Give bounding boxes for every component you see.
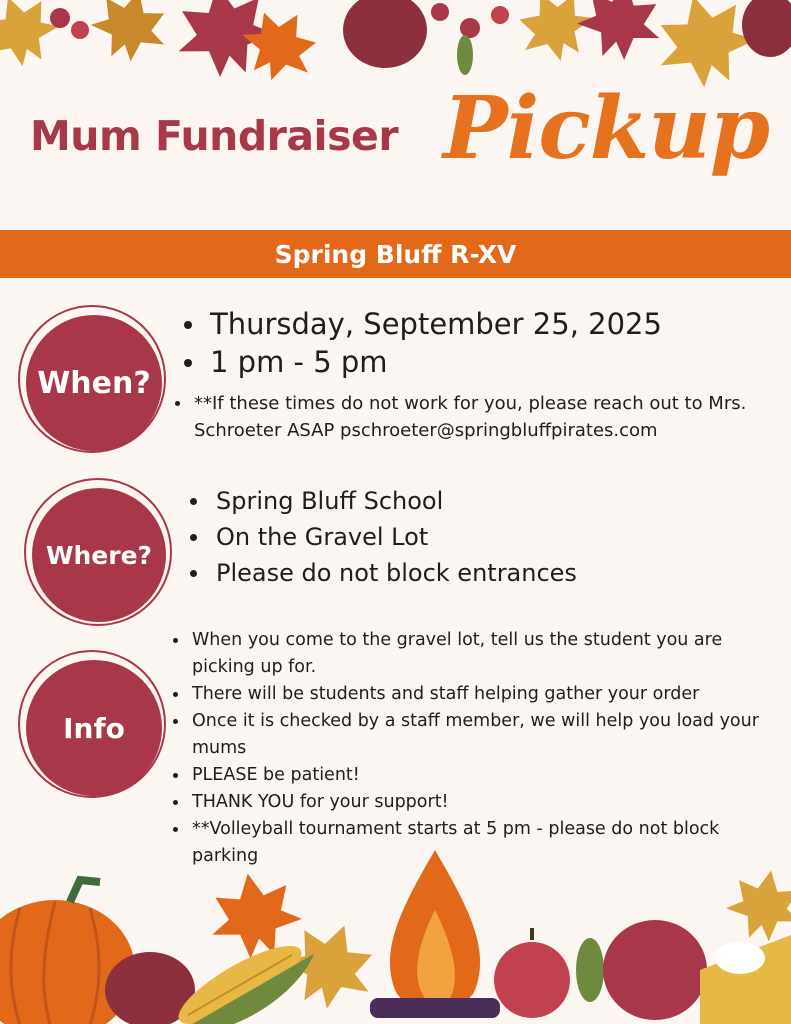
maple-leaf-icon (506, 0, 604, 73)
where-badge (24, 478, 172, 626)
apple-icon (494, 928, 570, 1018)
pie-icon (700, 935, 791, 1024)
maple-leaf-icon (572, 0, 668, 65)
when-item: Thursday, September 25, 2025 (180, 305, 780, 343)
when-badge-label: When? (37, 365, 151, 401)
berry-icon (460, 18, 480, 38)
info-item: When you come to the gravel lot, tell us the student you are picking up for. (170, 627, 784, 681)
where-list (186, 483, 776, 591)
green-leaf-icon (457, 35, 473, 75)
title-script: Pickup (443, 78, 769, 179)
where-badge-label: Where? (45, 540, 153, 570)
info-item: Once it is checked by a staff member, we will help you load your mums (170, 708, 784, 762)
berry-icon (491, 6, 509, 24)
berry-icon (50, 8, 70, 28)
pinecone-icon (742, 0, 791, 57)
when-badge (18, 305, 166, 453)
where-item: Please do not block entrances (186, 555, 776, 591)
info-badge-label: Info (63, 711, 125, 745)
when-list (180, 305, 780, 381)
info-item: **Volleyball tournament starts at 5 pm - please do not block parking (170, 816, 784, 870)
info-item: There will be students and staff helping gather your order (170, 681, 784, 708)
when-item: 1 pm - 5 pm (180, 343, 780, 381)
info-badge (18, 650, 166, 798)
info-item: THANK YOU for your support! (170, 789, 784, 816)
green-leaf-icon (576, 938, 604, 1002)
where-item: On the Gravel Lot (186, 519, 776, 555)
berry-icon (71, 21, 89, 39)
campfire-icon (370, 850, 500, 1018)
when-note-list (172, 390, 784, 444)
when-note: **If these times do not work for you, please reach out to Mrs. Schroeter ASAP pschroeter@springbluffpirates.com (172, 390, 784, 444)
maple-leaf-icon (721, 864, 791, 946)
autumn-harvest-bottom-decoration (0, 840, 791, 1024)
berry-icon (431, 3, 449, 21)
info-list (170, 627, 784, 870)
info-item: PLEASE be patient! (170, 762, 784, 789)
banner (0, 230, 791, 278)
banner-text: Spring Bluff R-XV (274, 239, 517, 269)
maple-leaf-icon (84, 0, 176, 69)
title-main: Mum Fundraiser (30, 112, 399, 160)
where-item: Spring Bluff School (186, 483, 776, 519)
pinecone-icon (343, 0, 427, 68)
pinecone-icon (603, 920, 707, 1020)
